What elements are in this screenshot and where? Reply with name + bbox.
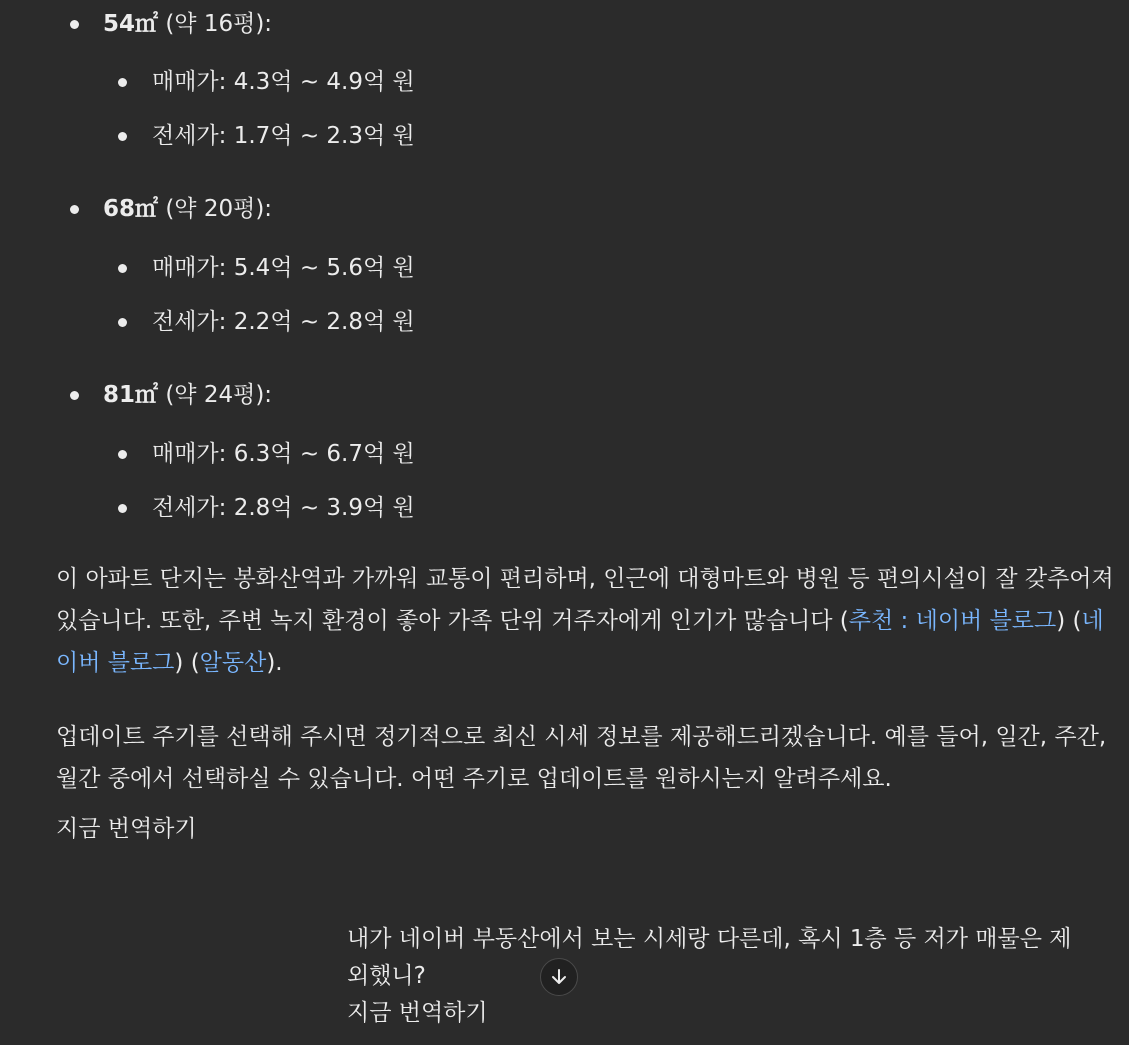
- bullet-dot: [70, 391, 79, 400]
- sub-list-item: 매매가: 5.4억 ~ 5.6억 원: [152, 255, 415, 281]
- assistant-paragraph: 업데이트 주기를 선택해 주시면 정기적으로 최신 시세 정보를 제공해드리겠습니다. 예를 들어, 일간, 주간, 월간 중에서 선택하실 수 있습니다. 어떤 주기로 업데이트를 원하시는지 알려주세요.: [56, 724, 1107, 792]
- pyeong-label: (약 24평):: [165, 382, 273, 408]
- sub-bullet-dot: [118, 264, 127, 273]
- sub-list-item: 전세가: 2.8억 ~ 3.9억 원: [152, 495, 415, 521]
- sub-bullet-dot: [118, 504, 127, 513]
- bullet-dot: [70, 20, 79, 29]
- paragraph-text: 이 아파트 단지는 봉화산역과 가까워 교통이 편리하며, 인근에 대형마트와 병원 등 편의시설이 잘 갖추어져 있습니다. 또한, 주변 녹지 환경이 좋아 가족 단위 거주자에게 인기가 많습니다: [56, 566, 1114, 634]
- sub-list-item: 전세가: 1.7억 ~ 2.3억 원: [152, 123, 415, 149]
- paren-text: ) (: [1056, 608, 1082, 634]
- size-label: 68㎡: [103, 196, 159, 222]
- user-message-text: 내가 네이버 부동산에서 보는 시세랑 다른데, 혹시 1층 등 저가 매물은 제외했니?: [347, 926, 1072, 989]
- sub-bullet-dot: [118, 78, 127, 87]
- sub-list-item: 매매가: 6.3억 ~ 6.7억 원: [152, 441, 415, 467]
- size-label: 54㎡: [103, 11, 159, 37]
- sub-bullet-dot: [118, 318, 127, 327]
- translate-now-button[interactable]: 지금 번역하기: [347, 1000, 488, 1026]
- pyeong-label: (약 16평):: [165, 11, 273, 37]
- arrow-down-icon: [549, 967, 569, 987]
- paren-text: ).: [266, 650, 283, 676]
- scroll-down-button[interactable]: [540, 958, 578, 996]
- pyeong-label: (약 20평):: [165, 196, 273, 222]
- sub-bullet-dot: [118, 132, 127, 141]
- source-link[interactable]: 추천 : 네이버 블로그: [848, 608, 1057, 634]
- sub-list-item: 매매가: 4.3억 ~ 4.9억 원: [152, 69, 415, 95]
- source-link[interactable]: 알동산: [199, 650, 267, 676]
- sub-bullet-dot: [118, 450, 127, 459]
- size-label: 81㎡: [103, 382, 159, 408]
- translate-now-button[interactable]: 지금 번역하기: [56, 816, 197, 842]
- source-link[interactable]: 네이버 블로그: [56, 608, 1104, 676]
- bullet-dot: [70, 205, 79, 214]
- assistant-paragraph: [56, 558, 1116, 684]
- paren-text: ) (: [174, 650, 200, 676]
- user-message: [347, 921, 1087, 1032]
- sub-list-item: 전세가: 2.2억 ~ 2.8억 원: [152, 309, 415, 335]
- list-item-size: [103, 8, 272, 40]
- paren-text: (: [832, 608, 849, 634]
- list-item-size: [103, 193, 272, 225]
- list-item-size: [103, 379, 272, 411]
